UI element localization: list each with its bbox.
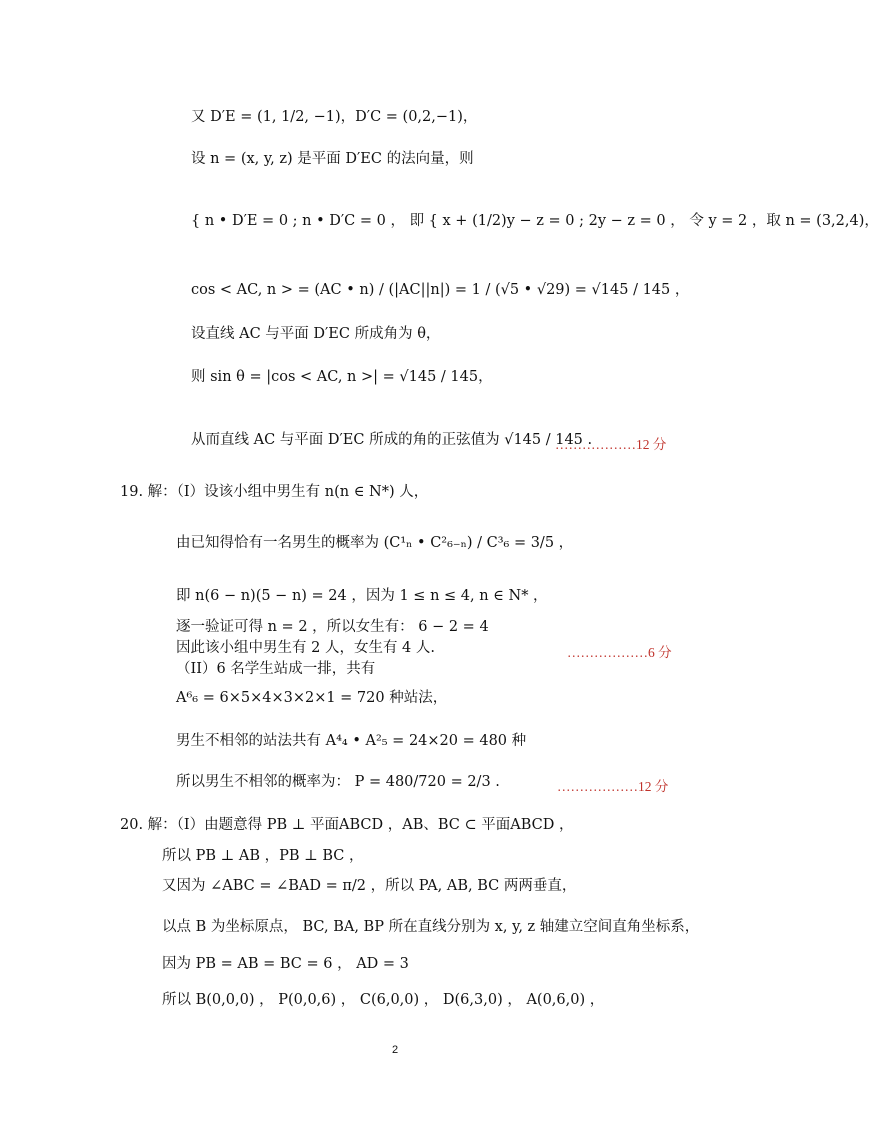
text-line: { n • D′E = 0 ; n • D′C = 0 ， 即 { x + (1/2)y − z = 0 ; 2y − z = 0 ， 令 y = 2 ，取 n = (3,2,4)，	[191, 213, 879, 229]
score-mark: ………………6 分	[567, 645, 672, 660]
text-line: 从而直线 AC 与平面 D′EC 所成的角的正弦值为 √145 / 145 .	[191, 432, 593, 448]
text-line: cos < AC, n > = (AC • n) / (|AC||n|) = 1 / (√5 • √29) = √145 / 145 ，	[191, 282, 690, 298]
text-line: 以点 B 为坐标原点， BC, BA, BP 所在直线分别为 x, y, z 轴建立空间直角坐标系，	[162, 919, 700, 935]
text-line: 则 sin θ = |cos < AC, n >| = √145 / 145，	[191, 369, 493, 385]
score-mark: ………………12 分	[555, 437, 667, 452]
text-line: 又因为 ∠ABC = ∠BAD = π/2 ，所以 PA, AB, BC 两两垂直，	[162, 878, 577, 894]
text-line: A⁶₆ = 6×5×4×3×2×1 = 720 种站法，	[176, 690, 448, 706]
text-line: 逐一验证可得 n = 2 ，所以女生有： 6 − 2 = 4	[176, 619, 489, 635]
text-line: 由已知得恰有一名男生的概率为 (C¹ₙ • C²₆₋ₙ) / C³₆ = 3/5 ，	[176, 535, 574, 551]
text-line: 即 n(6 − n)(5 − n) = 24 ，因为 1 ≤ n ≤ 4, n ∈ N* ，	[176, 588, 548, 604]
text-line: 所以 PB ⊥ AB ，PB ⊥ BC ，	[162, 848, 364, 864]
page-number: 2	[392, 1044, 399, 1056]
text-line: 所以男生不相邻的概率为： P = 480/720 = 2/3 .	[176, 774, 500, 790]
score-mark: ………………12 分	[557, 779, 669, 794]
text-line: 设 n = (x, y, z) 是平面 D′EC 的法向量，则	[191, 151, 474, 167]
text-line: 设直线 AC 与平面 D′EC 所成角为 θ，	[191, 326, 441, 342]
text-line: 又 D′E = (1, 1/2, −1)，D′C = (0,2,−1)，	[191, 109, 478, 125]
text-line: 因为 PB = AB = BC = 6 ， AD = 3	[162, 956, 409, 972]
text-line: 男生不相邻的站法共有 A⁴₄ • A²₅ = 24×20 = 480 种	[176, 733, 527, 749]
text-line: （II）6 名学生站成一排，共有	[176, 661, 376, 677]
text-line: 因此该小组中男生有 2 人，女生有 4 人.	[176, 640, 435, 656]
text-line: 19. 解：（I）设该小组中男生有 n(n ∈ N*) 人，	[120, 484, 429, 500]
text-line: 所以 B(0,0,0) ， P(0,0,6) ， C(6,0,0) ， D(6,3,0) ， A(0,6,0) ，	[162, 992, 605, 1008]
text-line: 20. 解：（I）由题意得 PB ⊥ 平面ABCD ，AB、BC ⊂ 平面ABCD ，	[120, 817, 574, 833]
